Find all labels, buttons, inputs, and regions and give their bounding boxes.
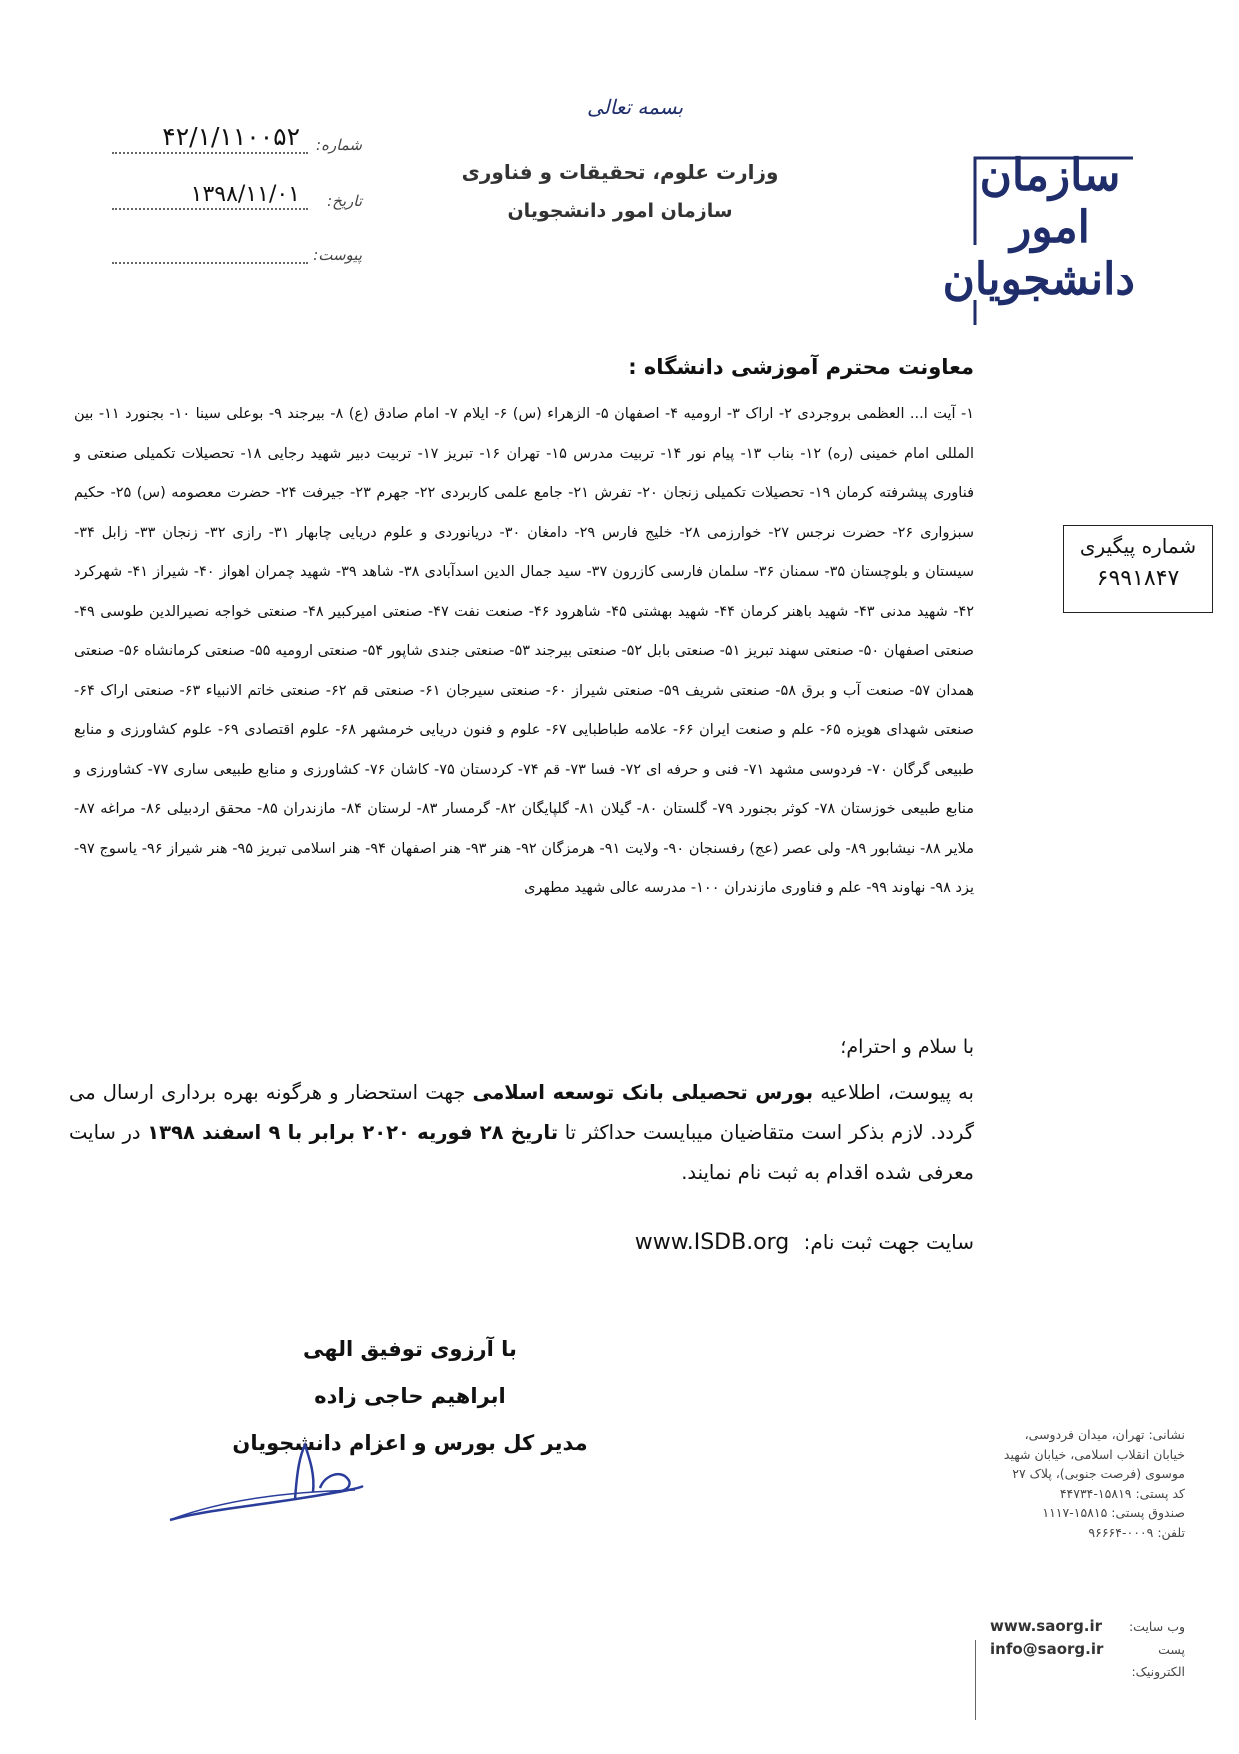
organization-name: سازمان امور دانشجویان (507, 200, 733, 222)
deadline: تاریخ ۲۸ فوریه ۲۰۲۰ برابر با ۹ اسفند ۱۳۹۸ (147, 1121, 559, 1144)
signer-title: مدیر کل بورس و اعزام دانشجویان (232, 1431, 588, 1455)
registration-site-label: سایت جهت ثبت نام: (803, 1230, 974, 1254)
body-text-2: جهت استحضار و هرگونه بهره برداری ارسال می گردد. لازم بذکر است متقاضیان میبایست حداکثر تا (69, 1081, 975, 1144)
footer-contact (990, 1615, 1185, 1683)
letter-attachment-row (112, 240, 362, 272)
letter-number-row (112, 122, 362, 162)
greeting: با سلام و احترام؛ (840, 1036, 974, 1058)
letter-date-label: تاریخ: (327, 192, 362, 210)
footer-address: نشانی: تهران، میدان فردوسی، خیابان انقلاب اسلامی، خیابان شهید موسوی (فرصت جنوبی)، پلاک ۲۷ (1003, 1427, 1185, 1481)
body-text-1: به پیوست، اطلاعیه (820, 1081, 974, 1104)
footer-website-link[interactable]: www.saorg.ir (990, 1617, 1103, 1635)
letter-date-value: ۱۳۹۸/۱۱/۰۱ (190, 182, 300, 207)
letter-attachment-label: پیوست: (313, 246, 362, 264)
footer-website-label: وب سایت: (1128, 1619, 1185, 1634)
letter-date-row (112, 182, 362, 218)
basmala: بسمه تعالی (586, 95, 684, 119)
footer-postal-code: کد پستی: ۱۵۸۱۹-۴۴۷۳۴ (1059, 1485, 1185, 1501)
body-text-3: در سایت معرفی شده اقدام به ثبت نام نمایند. (69, 1121, 974, 1184)
scholarship-name: بورس تحصیلی بانک توسعه اسلامی (472, 1081, 814, 1104)
tracking-number-box (1063, 525, 1213, 613)
closing-wish: با آرزوی توفیق الهی (303, 1337, 517, 1361)
tracking-number: ۶۹۹۱۸۴۷ (1096, 566, 1180, 591)
tracking-label: شماره پیگیری (1079, 534, 1197, 558)
organization-logo (942, 150, 1135, 330)
letter-number-value: ۴۲/۱/۱۱۰۰۵۲ (162, 122, 300, 151)
registration-site-link[interactable]: www.ISDB.org (634, 1230, 790, 1255)
letter-body (69, 1073, 974, 1193)
footer-phone: تلفن: ۰۰۰۹-۹۶۶۶۴ (1088, 1524, 1185, 1540)
signer-name: ابراهیم حاجی زاده (314, 1384, 506, 1408)
footer-email-row (990, 1638, 1185, 1683)
footer-website-row (990, 1615, 1185, 1638)
university-list: ۱- آیت ا... العظمی بروجردی ۲- اراک ۳- ارومیه ۴- اصفهان ۵- الزهراء (س) ۶- ایلام ۷- امام صادق (ع) ۸- بیرجند ۹- بوعلی سینا ۱۰- بجنورد ۱۱- بین المللی امام خمینی (ره) ۱۲- بناب ۱۳- پیام نور ۱۴- تربیت مدرس ۱۵- تهران ۱۶- تبریز ۱۷- تربیت دبیر شهید رجایی ۱۸- تحصیلات تکمیلی صنعتی و فناوری پیشرفته کرمان ۱۹- تحصیلات تکمیلی زنجان ۲۰- تفرش ۲۱- جامع علمی کاربردی ۲۲- جهرم ۲۳- جیرفت ۲۴- حضرت معصومه (س) ۲۵- حکیم سبزواری ۲۶- حضرت نرجس ۲۷- خوارزمی ۲۸- خلیج فارس ۲۹- دامغان ۳۰- دریانوردی و علوم دریایی چابهار ۳۱- رازی ۳۲- زنجان ۳۳- زابل ۳۴- سیستان و بلوچستان ۳۵- سمنان ۳۶- سلمان فارسی کازرون ۳۷- سید جمال الدین اسدآبادی ۳۸- شاهد ۳۹- شهید چمران اهواز ۴۰- شیراز ۴۱- شهرکرد ۴۲- شهید مدنی ۴۳- شهید باهنر کرمان ۴۴- شهید بهشتی ۴۵- شاهرود ۴۶- صنعت نفت ۴۷- صنعتی امیرکبیر ۴۸- صنعتی خواجه نصیرالدین طوسی ۴۹- صنعتی اصفهان ۵۰- صنعتی سهند تبریز ۵۱- صنعتی بابل ۵۲- صنعتی بیرجند ۵۳- صنعتی جندی شاپور ۵۴- صنعتی ارومیه ۵۵- صنعتی کرمانشاه ۵۶- صنعتی همدان ۵۷- صنعت آب و برق ۵۸- صنعتی شریف ۵۹- صنعتی شیراز ۶۰- صنعتی سیرجان ۶۱- صنعتی قم ۶۲- صنعتی خاتم الانبیاء ۶۳- صنعتی اراک ۶۴- صنعتی شهدای هویزه ۶۵- علم و صنعت ایران ۶۶- علامه طباطبایی ۶۷- علوم و فنون دریایی خرمشهر ۶۸- علوم اقتصادی ۶۹- علوم کشاورزی و منابع طبیعی گرگان ۷۰- فردوسی مشهد ۷۱- فنی و حرفه ای ۷۲- فسا ۷۳- قم ۷۴- کردستان ۷۵- کاشان ۷۶- کشاورزی و منابع طبیعی ساری ۷۷- کشاورزی و منابع طبیعی خوزستان ۷۸- کوثر بجنورد ۷۹- گلستان ۸۰- گیلان ۸۱- گلپایگان ۸۲- گرمسار ۸۳- لرستان ۸۴- مازندران ۸۵- محقق اردبیلی ۸۶- مراغه ۸۷- ملایر ۸۸- نیشابور ۸۹- ولی عصر (عج) رفسنجان ۹۰- ولایت ۹۱- هرمزگان ۹۲- هنر ۹۳- هنر اصفهان ۹۴- هنر اسلامی تبریز ۹۵- هنر شیراز ۹۶- یاسوج ۹۷- یزد ۹۸- نهاوند ۹۹- علم و فناوری مازندران ۱۰۰- مدرسه عالی شهید مطهری (74, 406, 975, 896)
footer-divider (975, 1640, 976, 1720)
footer-email-label: پست الکترونیک: (1131, 1642, 1185, 1679)
letter-attachment-dots (112, 262, 308, 264)
logo-text: سازمان امور دانشجویان (942, 150, 1135, 305)
salutation: معاونت محترم آموزشی دانشگاه : (628, 355, 974, 379)
footer-email-link[interactable]: info@saorg.ir (990, 1640, 1104, 1658)
ministry-name: وزارت علوم، تحقیقات و فناوری (461, 160, 779, 184)
letter-number-label: شماره: (316, 136, 362, 154)
signature-icon (165, 1430, 365, 1530)
letter-date-dots (112, 208, 308, 210)
letter-number-dots (112, 152, 308, 154)
footer-po-box: صندوق پستی: ۱۵۸۱۵-۱۱۱۷ (1042, 1505, 1185, 1520)
registration-site-line (635, 1230, 974, 1255)
footer-address-block (990, 1425, 1185, 1542)
